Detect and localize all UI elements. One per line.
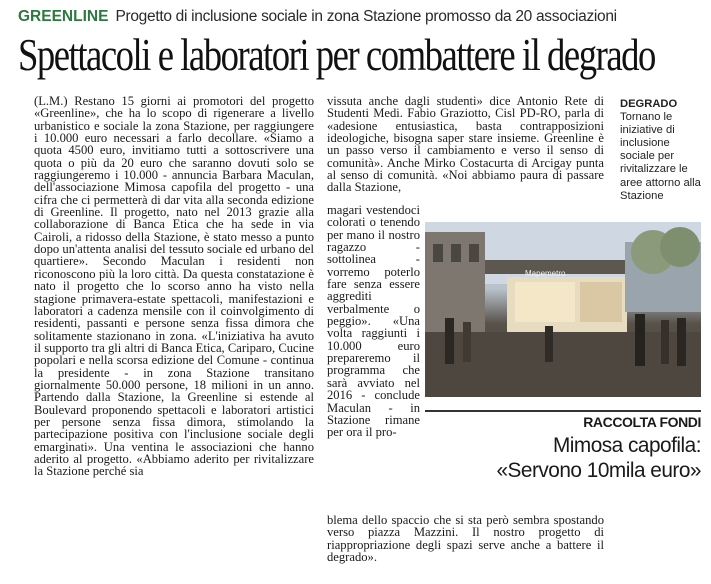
station-photo: [425, 222, 701, 397]
article-column-1: (L.M.) Restano 15 giorni ai promotori del progetto «Greenline», che ha lo scopo di rigenerare a livello urbanistico e sociale la zona Stazione, per raggiungere i 10.000 euro necessari a farlo decollare. «Siamo a quota 4500 euro, invitiamo tutti a sottoscrivere una quota o più da 20 euro che saranno dovuti solo se raggiungeremo i 10.000 - annuncia Barbara Maculan, dell'associazione Mimosa capofila del progetto - una cifra che ci permetterà di dar vita alla seconda edizione di Greenline. Il progetto, nato nel 2013 grazie alla collaborazione di Banca Etica che ha sede in via Cairoli, a ridosso della Stazione, è stato messo a punto dopo un'attenta analisi del tessuto sociale ed urbano del quartiere». Secondo Maculan i residenti non riconoscono più la loro città. Da questa constatazione è nato il progetto che lo scorso anno ha visto nella stagione primavera-estate spettacoli, manifestazioni e laboratori a cadenza mensile con il coinvolgimento di residenti, passanti e persone senza fissa dimora che solitamente stazionano in zona. «L'iniziativa ha avuto il supporto tra gli altri di Banca Etica, Cariparo, Cucine popolari e nella scorsa edizione del Comune - continua la presidente - in zona Stazione transitano giornalmente 50.000 persone, 18 milioni in un anno. Partendo dalla Stazione, la Greenline si estende al Boulevard proponendo spettacoli e laboratori artistici per persone senza fissa dimora, stimolando la partecipazione positiva con l'inclusione sociale degli emarginati». Una ventina le associazioni che hanno aderito al progetto. «Abbiamo aderito per rivitalizzare la Stazione perché sia: [34, 94, 314, 479]
shop-sign: Mapemetro: [525, 269, 566, 278]
box-label: RACCOLTA FONDI: [583, 414, 701, 430]
sidebar-text: Tornano le iniziative di inclusione sociale per rivitalizzare le aree attorno alla Stazione: [620, 111, 701, 202]
headline: Spettacoli e laboratori per combattere il degrado: [18, 30, 655, 80]
box-subhead-line-2: «Servono 10mila euro»: [496, 458, 701, 482]
kicker-tag: GREENLINE: [18, 8, 109, 25]
article-column-2-bottom: blema dello spaccio che si sta però sembra spostando verso piazza Mazzini. Il nostro progetto di riappropriazione degli spazi serve anche a battere il degrado».: [327, 513, 604, 565]
article-column-2-top: vissuta anche dagli studenti» dice Antonio Rete di Studenti Medi. Fabio Graziotto, Cisl PD-RO, parla di «adesione entusiastica, basta contrapposizioni ideologiche, bisogna saper stare insieme. Greenline è un passo verso il cambiamento e verso il senso di comunità». Anche Mirko Costacurta di Arcigay punta al senso di comunità. «Noi abbiamo paura di passare dalla Stazione,: [327, 94, 604, 195]
kicker-text: Progetto di inclusione sociale in zona Stazione promosso da 20 associazioni: [115, 8, 617, 25]
sidebar-tag: DEGRADO: [620, 98, 678, 110]
box-subhead-line-1: Mimosa capofila:: [552, 434, 701, 457]
sidebar-caption: [620, 98, 705, 203]
box-subhead: [425, 434, 701, 483]
article-column-2-narrow: magari vestendoci colorati o tenendo per mano il nostro ragazzo - sottolinea - vorremo poterlo fare senza essere aggrediti verbalmente o peggio». «Una volta raggiunti i 10.000 euro prepareremo il programma che sarà avviato nel 2016 - conclude Maculan - in Stazione rimane per ora il pro-: [327, 203, 420, 440]
kicker: [18, 7, 708, 26]
box-divider: [425, 410, 701, 412]
station-photo-illustration: [425, 222, 701, 397]
